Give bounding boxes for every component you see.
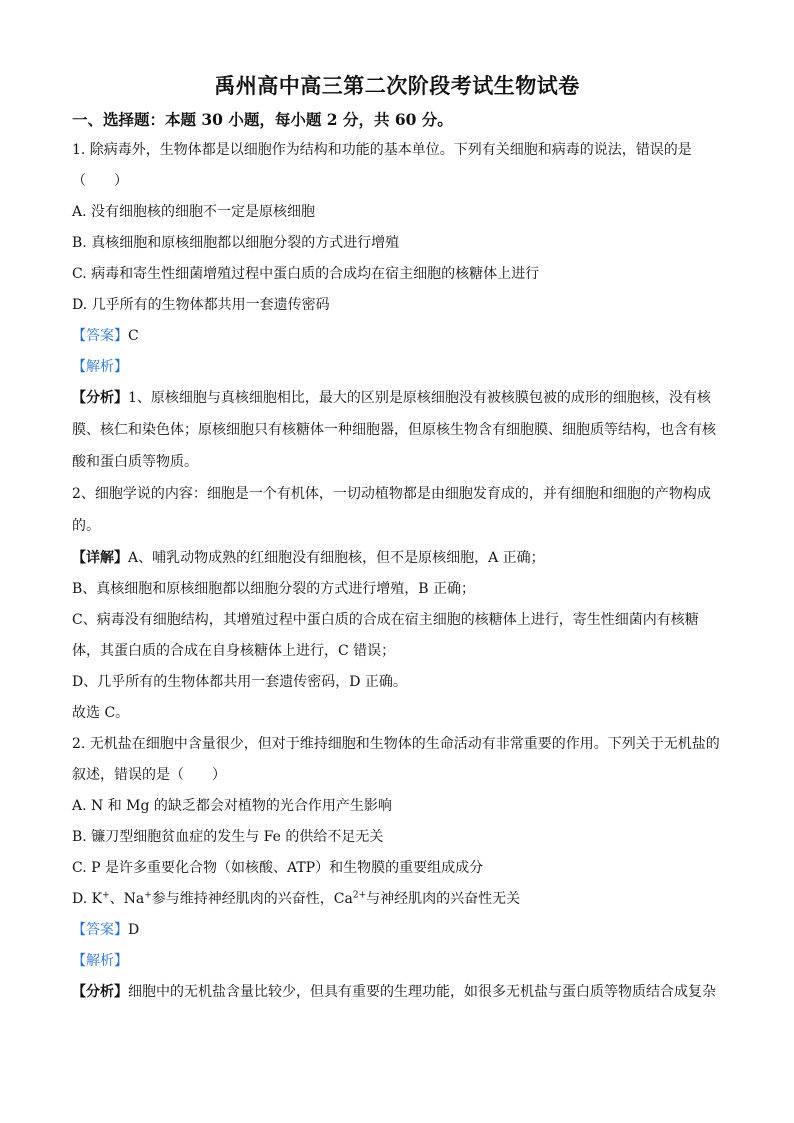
q1-answer (72, 326, 139, 346)
page-title: 禹州高中高三第二次阶段考试生物试卷 (214, 73, 580, 98)
q1-xiangjie-line-5: D、几乎所有的生物体都共用一套遗传密码，D 正确。 (72, 674, 407, 690)
q1-stem-line-2: （ ） (72, 173, 128, 189)
q2-option-d-text-2: 、Na (109, 891, 145, 907)
q2-option-d-sup-2: + (144, 890, 152, 901)
q2-option-d-text-1: D. K (72, 891, 103, 907)
q1-analysis-tag (72, 357, 128, 377)
q2-option-d-text-3: 参与维持神经肌肉的兴奋性，Ca (151, 891, 353, 907)
q2-analysis-tag (72, 951, 128, 971)
q1-xiangjie-line-1 (72, 548, 545, 568)
q1-conclusion: 故选 C。 (72, 705, 130, 721)
q1-xiangjie-line-4: 体，其蛋白质的合成在自身核糖体上进行，C 错误； (72, 643, 396, 659)
q2-option-d (72, 889, 520, 909)
q2-option-d-sup-3: 2+ (352, 890, 367, 901)
q1-stem-line-1: 1. 除病毒外，生物体都是以细胞作为结构和功能的基本单位。下列有关细胞和病毒的说法，错误的是 (72, 142, 692, 158)
q1-option-a: A. 没有细胞核的细胞不一定是原核细胞 (72, 204, 316, 220)
q2-option-d-sup-1: + (102, 890, 110, 901)
q1-option-b: B. 真核细胞和原核细胞都以细胞分裂的方式进行增殖 (72, 235, 400, 251)
q1-fenxi-line-2: 膜、核仁和染色体；原核细胞只有核糖体一种细胞器，但原核生物含有细胞膜、细胞质等结构，也含有核 (72, 422, 716, 438)
q1-fenxi-line-3: 酸和蛋白质等物质。 (72, 454, 198, 470)
answer-tag: 【答案】 (72, 328, 128, 344)
q2-option-c: C. P 是许多重要化合物（如核酸、ATP）和生物膜的重要组成成分 (72, 860, 484, 876)
q1-xiangjie-line-3: C、病毒没有细胞结构，其增殖过程中蛋白质的合成在宿主细胞的核糖体上进行，寄生性细菌内有核糖 (72, 612, 699, 628)
q1-xiangjie-line-2: B、真核细胞和原核细胞都以细胞分裂的方式进行增殖，B 正确； (72, 581, 476, 597)
analysis-tag: 【解析】 (72, 953, 128, 969)
q1-fenxi-line-4: 2、细胞学说的内容：细胞是一个有机体，一切动植物都是由细胞发育成的，并有细胞和细胞的产物构成 (72, 486, 711, 502)
q2-option-d-text-4: 与神经肌肉的兴奋性无关 (366, 891, 521, 907)
answer-tag: 【答案】 (72, 922, 128, 938)
fenxi-tag: 【分析】 (72, 984, 128, 1000)
q2-option-a: A. N 和 Mg 的缺乏都会对植物的光合作用产生影响 (72, 798, 392, 814)
q2-option-b: B. 镰刀型细胞贫血症的发生与 Fe 的供给不足无关 (72, 829, 384, 845)
fenxi-text: 1、原核细胞与真核细胞相比，最大的区别是原核细胞没有被核膜包被的成形的细胞核，没有核 (128, 390, 711, 406)
section-heading: 一、选择题：本题 30 小题，每小题 2 分，共 60 分。 (72, 110, 453, 129)
q2-stem-line-2: 叙述，错误的是（ ） (72, 767, 226, 783)
xiangjie-tag: 【详解】 (72, 550, 128, 566)
q1-fenxi-line-1 (72, 388, 711, 408)
fenxi-text: 细胞中的无机盐含量比较少，但具有重要的生理功能，如很多无机盐与蛋白质等物质结合成复杂 (128, 984, 716, 1000)
fenxi-tag: 【分析】 (72, 390, 128, 406)
answer-value: C (128, 328, 139, 344)
answer-value: D (128, 922, 140, 938)
xiangjie-text: A、哺乳动物成熟的红细胞没有细胞核，但不是原核细胞，A 正确； (128, 550, 545, 566)
q2-stem-line-1: 2. 无机盐在细胞中含量很少，但对于维持细胞和生物体的生命活动有非常重要的作用。下列关于无机盐的 (72, 736, 720, 752)
q2-answer (72, 920, 139, 940)
q2-fenxi-line-1 (72, 982, 716, 1002)
q1-option-d: D. 几乎所有的生物体都共用一套遗传密码 (72, 297, 330, 313)
q1-fenxi-line-5: 的。 (72, 518, 100, 534)
analysis-tag: 【解析】 (72, 359, 128, 375)
q1-option-c: C. 病毒和寄生性细菌增殖过程中蛋白质的合成均在宿主细胞的核糖体上进行 (72, 266, 540, 282)
